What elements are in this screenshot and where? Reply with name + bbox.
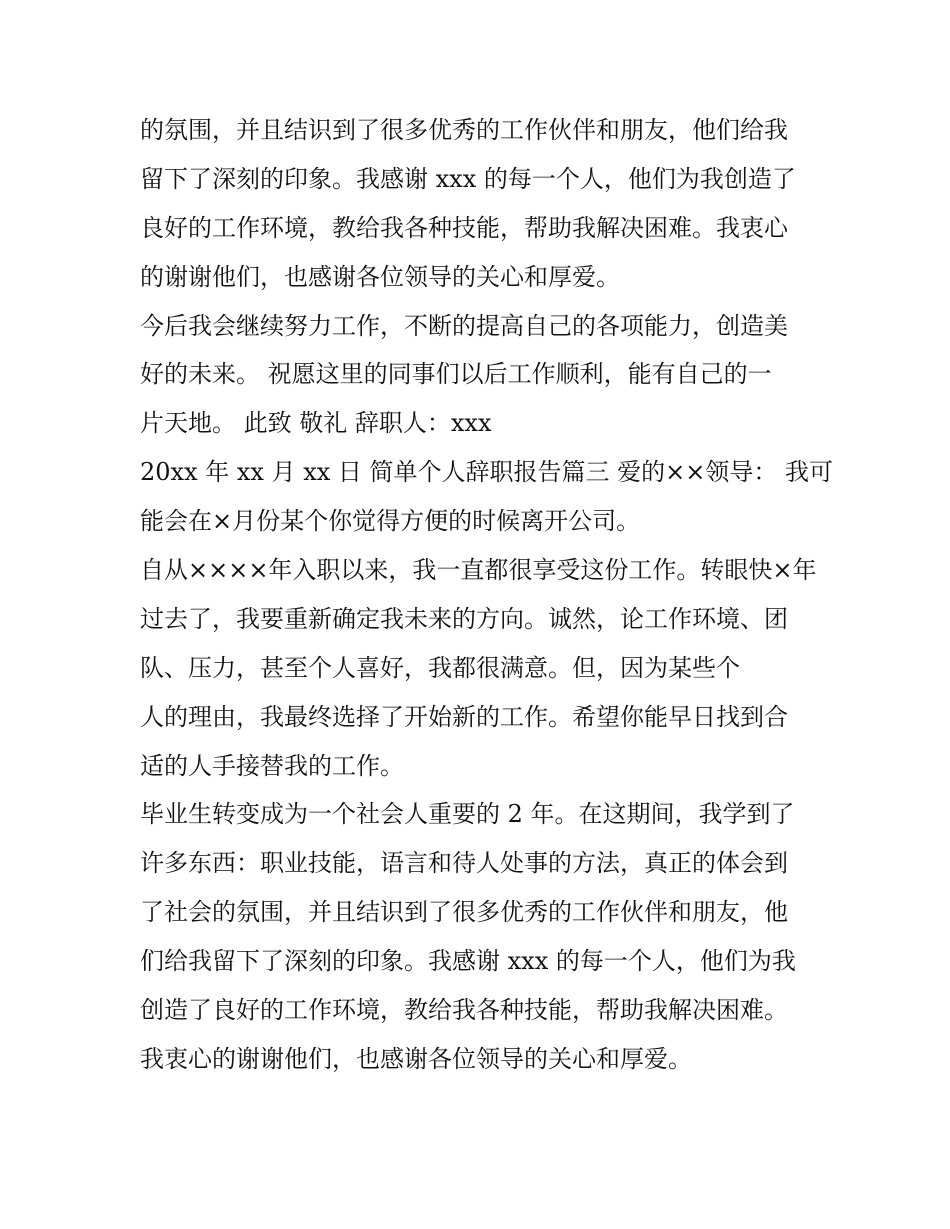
text-line: 今后我会继续努力工作，不断的提高自己的各项能力，创造美	[140, 311, 788, 340]
text-line: 过去了，我要重新确定我未来的方向。诚然，论工作环境、团	[140, 604, 788, 633]
text-line: 了社会的氛围，并且结识到了很多优秀的工作伙伴和朋友，他	[140, 898, 788, 927]
text-line: 的氛围，并且结识到了很多优秀的工作伙伴和朋友，他们给我	[140, 116, 788, 144]
text-line: 我衷心的谢谢他们，也感谢各位领导的关心和厚爱。	[140, 1044, 692, 1073]
text-line: 良好的工作环境，教给我各种技能，帮助我解决困难。我衷心	[140, 213, 788, 242]
text-line: 留下了深刻的印象。我感谢 xxx 的每一个人，他们为我创造了	[140, 164, 796, 193]
text-line: 队、压力，甚至个人喜好，我都很满意。但，因为某些个	[140, 653, 740, 682]
text-line: 能会在×月份某个你觉得方便的时候离开公司。	[140, 507, 641, 536]
text-line: 自从××××年入职以来，我一直都很享受这份工作。转眼快×年	[140, 556, 817, 585]
text-line: 20xx 年 xx 月 xx 日 简单个人辞职报告篇三 爱的××领导： 我可	[140, 458, 833, 487]
text-line: 的谢谢他们，也感谢各位领导的关心和厚爱。	[140, 262, 620, 291]
text-line: 适的人手接替我的工作。	[140, 751, 404, 780]
text-line: 创造了良好的工作环境，教给我各种技能，帮助我解决困难。	[140, 996, 788, 1025]
text-line: 毕业生转变成为一个社会人重要的 2 年。在这期间，我学到了	[140, 800, 795, 829]
text-line: 好的未来。 祝愿这里的同事们以后工作顺利，能有自己的一	[140, 360, 772, 389]
body-text	[140, 106, 833, 1084]
text-line: 许多东西：职业技能，语言和待人处事的方法，真正的体会到	[140, 849, 788, 878]
text-line: 片天地。 此致 敬礼 辞职人：xxx	[140, 409, 492, 438]
text-line: 们给我留下了深刻的印象。我感谢 xxx 的每一个人，他们为我	[140, 947, 796, 976]
text-line: 人的理由，我最终选择了开始新的工作。希望你能早日找到合	[140, 702, 788, 731]
